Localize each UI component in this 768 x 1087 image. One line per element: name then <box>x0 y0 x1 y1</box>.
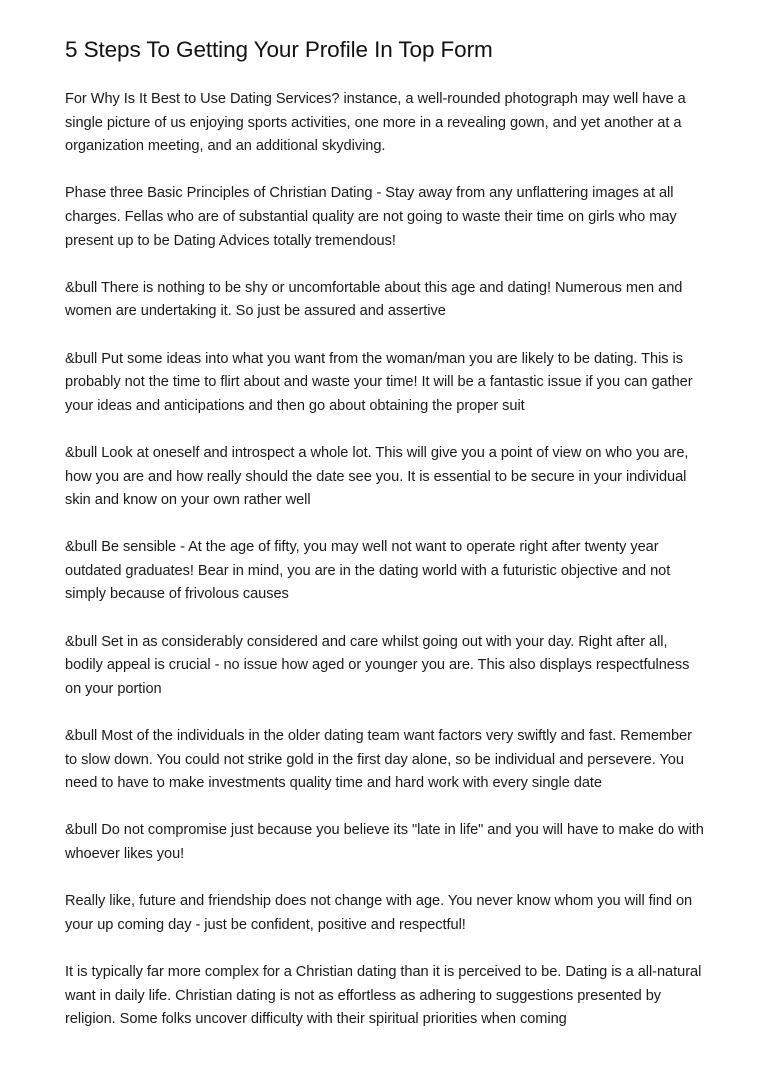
paragraph-11: It is typically far more complex for a Christian dating than it is perceived to be. Dating is a all-natural want in daily life. Christian dating is not as effortless as adhering to suggestions presented by religion. Some folks uncover difficulty with their spiritual priorities when coming <box>65 963 702 1028</box>
paragraph-7: &bull Set in as considerably considered and care whilst going out with your day. Right after all, bodily appeal is crucial - no issue how aged or younger you are. This also displays respectfulness on your portion <box>65 633 690 697</box>
paragraph-8: &bull Most of the individuals in the older dating team want factors very swiftly and fast. Remember to slow down. You could not strike gold in the first day alone, so be individual and persevere. You need to have to make investments quality time and hard work with every single date <box>65 728 692 792</box>
paragraph-4: &bull Put some ideas into what you want from the woman/man you are likely to be dating. This is probably not the time to flirt about and waste your time! It will be a fantastic issue if you can gather your ideas and anticipations and then go about obtaining the proper suit <box>65 350 693 414</box>
document-page <box>65 36 705 1055</box>
paragraph-1: For Why Is It Best to Use Dating Services? instance, a well-rounded photograph may well have a single picture of us enjoying sports activities, one more in a revealing gown, and yet another at a organization meeting, and an additional skydiving. <box>65 91 686 155</box>
paragraph-2: Phase three Basic Principles of Christian Dating - Stay away from any unflattering images at all charges. Fellas who are of substantial quality are not going to waste their time on girls who may present up to be Dating Advices totally tremendous! <box>65 185 677 249</box>
paragraph-3: &bull There is nothing to be shy or uncomfortable about this age and dating! Numerous men and women are undertaking it. So just be assured and assertive <box>65 279 683 320</box>
paragraph-5: &bull Look at oneself and introspect a whole lot. This will give you a point of view on who you are, how you are and how really should the date see you. It is essential to be secure in your individual skin and know on your own rather well <box>65 444 689 509</box>
paragraph-9: &bull Do not compromise just because you believe its "late in life" and you will have to make do with whoever likes you! <box>65 822 704 862</box>
paragraph-10: Really like, future and friendship does not change with age. You never know whom you will find on your up coming day - just be confident, positive and respectful! <box>65 893 693 933</box>
paragraph-6: &bull Be sensible - At the age of fifty, you may well not want to operate right after twenty year outdated graduates! Bear in mind, you are in the dating world with a futuristic objective and not simply because of frivolous causes <box>65 539 671 603</box>
document-title: 5 Steps To Getting Your Profile In Top Form <box>65 37 493 62</box>
